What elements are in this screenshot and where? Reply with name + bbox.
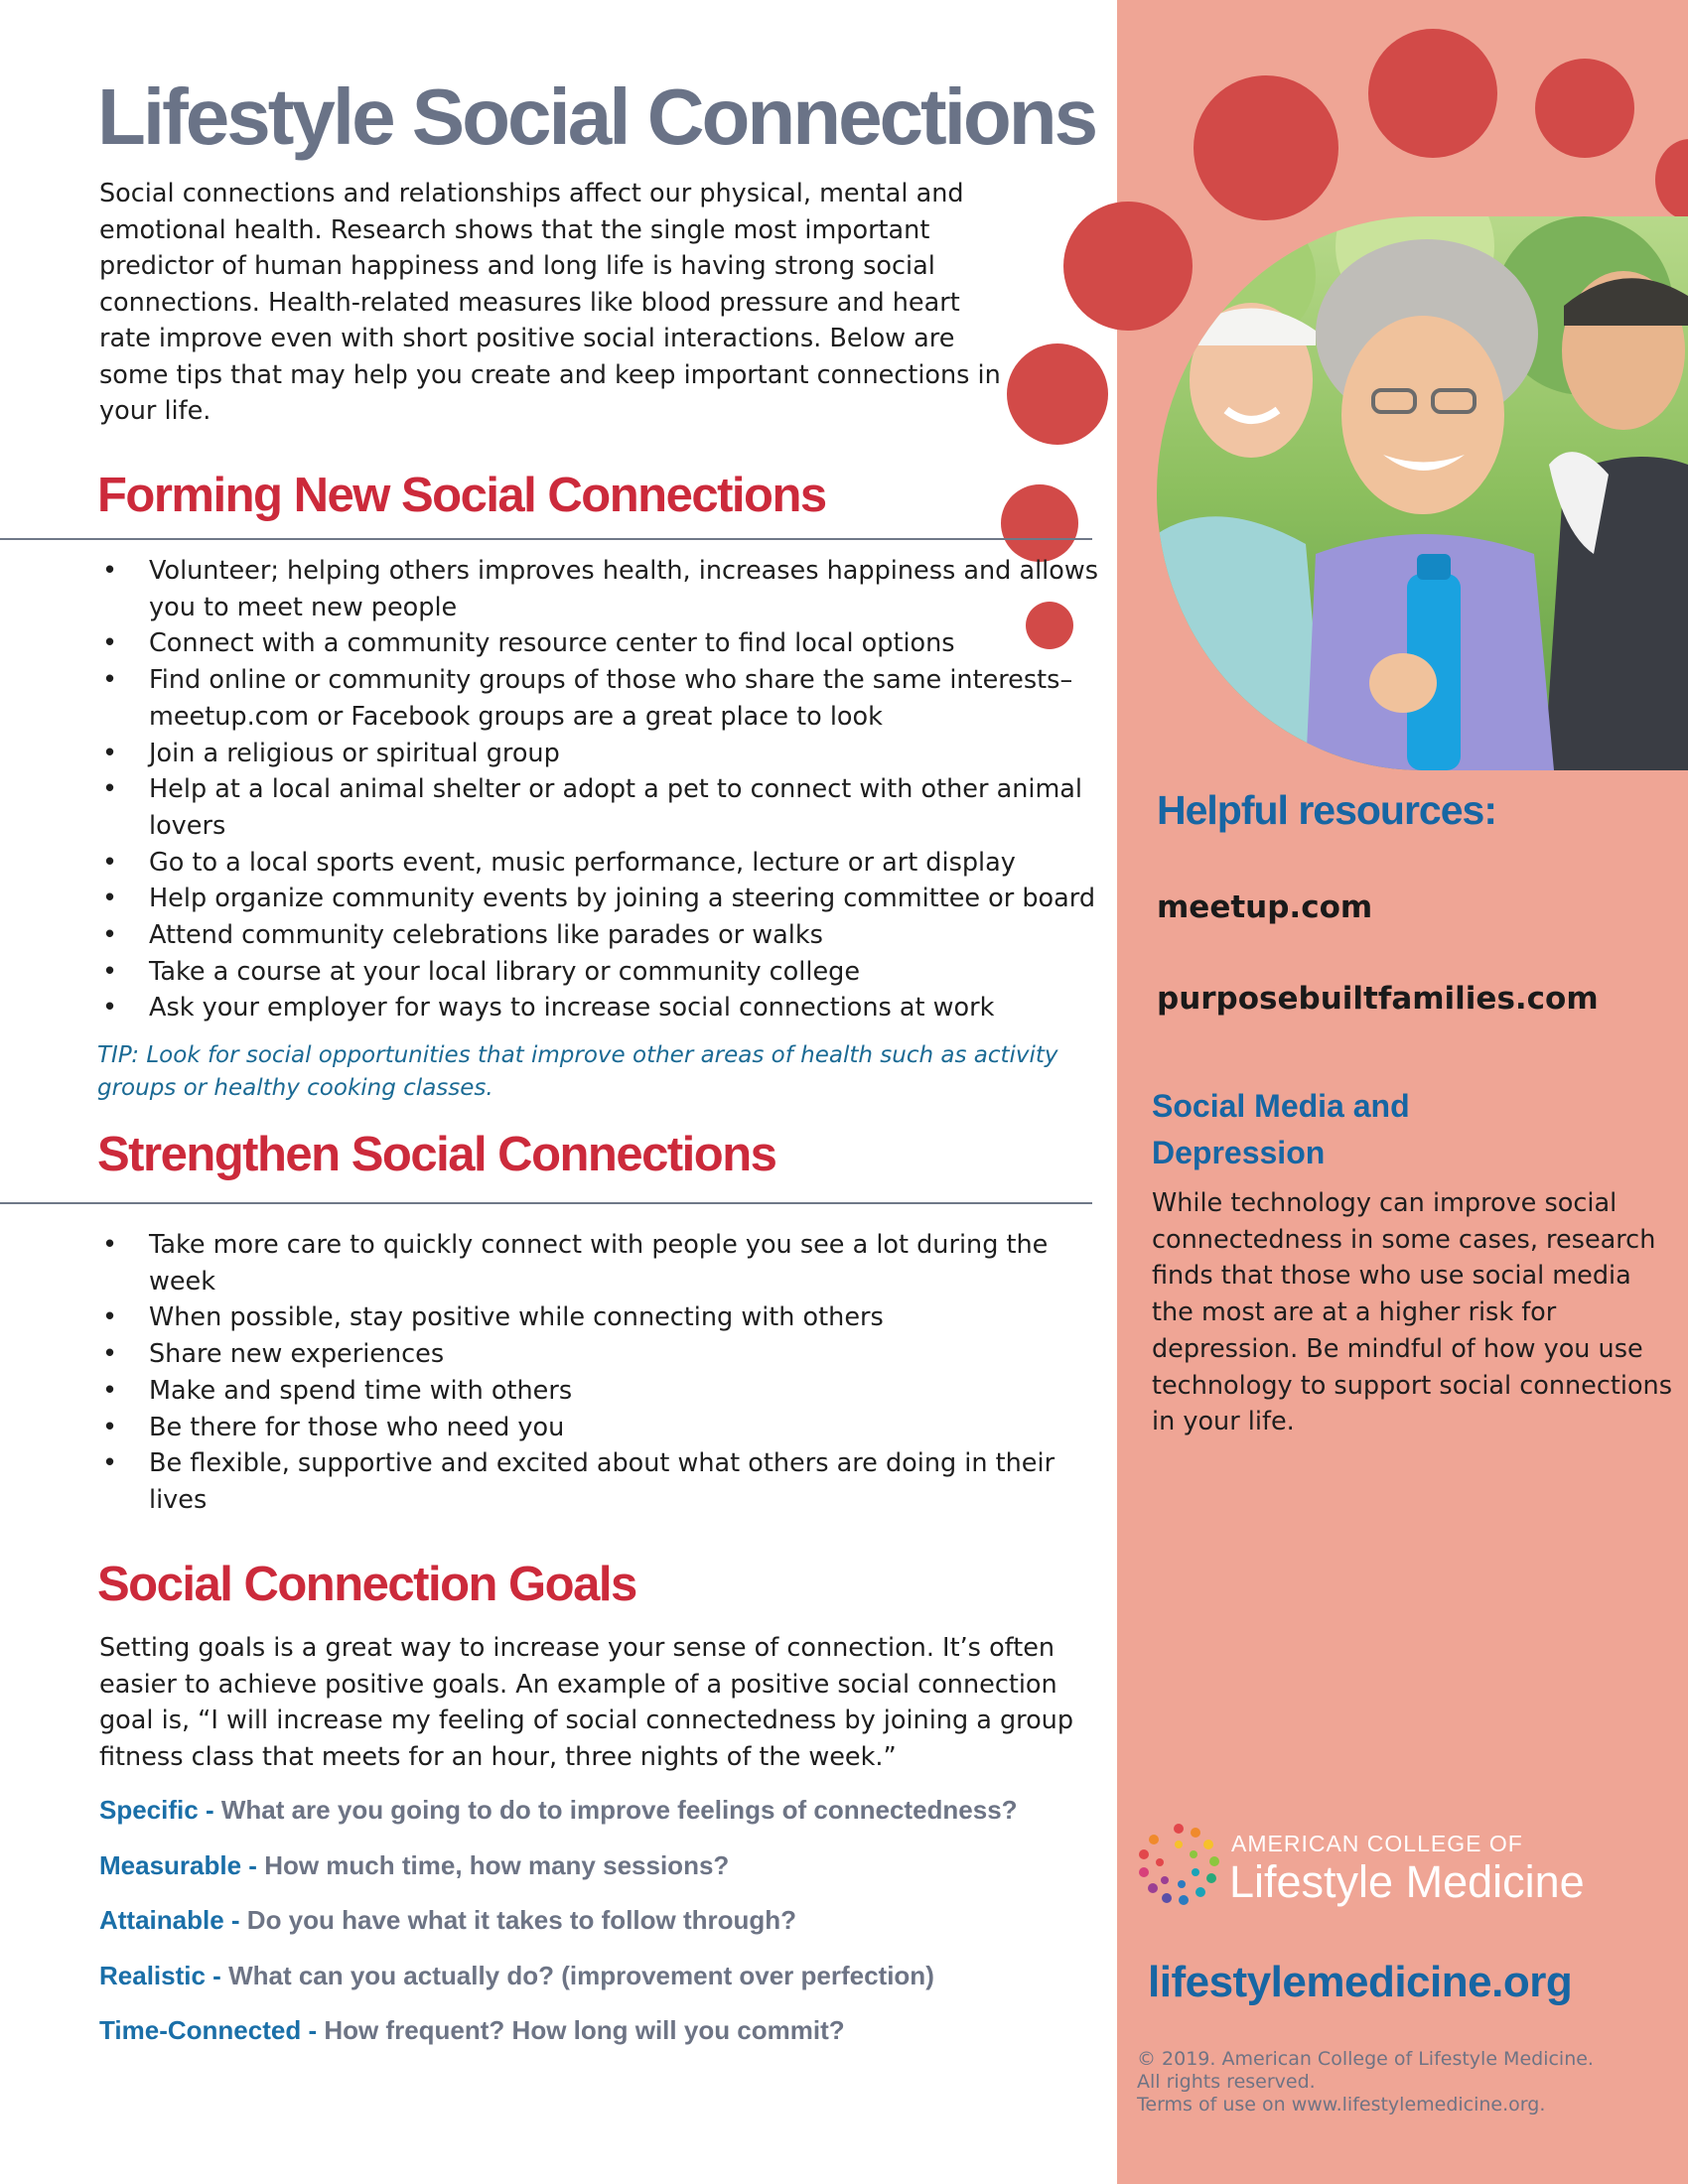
- copyright-line: All rights reserved.: [1137, 2071, 1316, 2093]
- decorative-dot: [1007, 343, 1108, 445]
- list-item: • Find online or community groups of those who share the same interests– meetup.com or Facebook groups are a great place to look: [99, 662, 1102, 735]
- intro-paragraph: Social connections and relationships affect our physical, mental and emotional health. Research shows that the single most important predictor of human happiness and long life is having strong social connections. Health-related measures like blood pressure and heart rate improve even with short positive social interactions. Below are some tips that may help you create and keep important connections in your life.: [99, 179, 1001, 426]
- list-item: • Join a religious or spiritual group: [99, 736, 1102, 772]
- goals-heading: Social Connection Goals: [97, 1558, 636, 1611]
- list-item: • Make and spend time with others: [99, 1373, 1102, 1410]
- smart-separator: -: [198, 1795, 221, 1825]
- logo-text-line2: Lifestyle Medicine: [1229, 1856, 1585, 1907]
- smart-separator: -: [205, 1960, 229, 1990]
- copyright-line: Terms of use on www.lifestylemedicine.org.: [1137, 2094, 1546, 2116]
- copyright-block: [1137, 2048, 1683, 2116]
- smart-item-realistic: [99, 1961, 1018, 2016]
- smart-goals-list: [99, 1795, 1018, 2071]
- list-item: • When possible, stay positive while connecting with others: [99, 1299, 1102, 1336]
- smart-desc: How much time, how many sessions?: [264, 1849, 730, 1880]
- aclm-logo: [1134, 1817, 1630, 1916]
- section-divider: [0, 538, 1092, 540]
- decorative-dot: [1535, 59, 1634, 158]
- strengthen-heading: Strengthen Social Connections: [97, 1128, 776, 1181]
- copyright-line: © 2019. American College of Lifestyle Medicine.: [1137, 2048, 1594, 2070]
- smart-separator: -: [301, 2015, 325, 2045]
- smart-term: Time-Connected: [99, 2015, 302, 2045]
- logo-dots-icon: [1134, 1821, 1223, 1910]
- list-item: • Attend community celebrations like parades or walks: [99, 917, 1102, 954]
- list-item: • Go to a local sports event, music performance, lecture or art display: [99, 845, 1102, 882]
- seniors-photo: [1157, 216, 1688, 770]
- smart-item-attainable: [99, 1905, 1018, 1961]
- list-item: • Share new experiences: [99, 1336, 1102, 1373]
- website-link[interactable]: lifestylemedicine.org: [1148, 1958, 1573, 2006]
- decorative-dot: [1001, 484, 1078, 562]
- smart-term: Specific: [99, 1795, 199, 1825]
- smart-desc: Do you have what it takes to follow through?: [246, 1905, 797, 1935]
- list-item: • Help at a local animal shelter or adopt a pet to connect with other animal lovers: [99, 771, 1102, 844]
- list-item: • Volunteer; helping others improves health, increases happiness and allows you to meet new people: [99, 553, 1102, 625]
- resource-link-meetup[interactable]: meetup.com: [1157, 889, 1373, 925]
- section-divider: [0, 1202, 1092, 1204]
- smart-term: Measurable: [99, 1849, 242, 1880]
- seniors-illustration: [1157, 216, 1688, 770]
- page-title: Lifestyle Social Connections: [97, 72, 1096, 161]
- list-item: • Be flexible, supportive and excited about what others are doing in their lives: [99, 1445, 1102, 1518]
- list-item: • Take a course at your local library or community college: [99, 954, 1102, 991]
- smart-item-time-connected: [99, 2015, 1018, 2071]
- list-item: • Ask your employer for ways to increase social connections at work: [99, 990, 1102, 1026]
- smart-separator: -: [223, 1905, 247, 1935]
- smart-term: Realistic: [99, 1960, 206, 1990]
- smart-item-specific: [99, 1795, 1018, 1850]
- smart-term: Attainable: [99, 1905, 224, 1935]
- smart-item-measurable: [99, 1850, 1018, 1906]
- list-item: • Take more care to quickly connect with people you see a lot during the week: [99, 1227, 1102, 1299]
- decorative-dot: [1368, 29, 1497, 158]
- resource-link-purposebuiltfamilies[interactable]: purposebuiltfamilies.com: [1157, 981, 1599, 1017]
- social-media-heading: Social Media and Depression: [1152, 1088, 1410, 1170]
- strengthen-list: [99, 1227, 1102, 1519]
- list-item: • Be there for those who need you: [99, 1410, 1102, 1446]
- forming-heading: Forming New Social Connections: [97, 469, 826, 522]
- smart-desc: What can you actually do? (improvement over perfection): [228, 1960, 934, 1990]
- logo-text-line1: AMERICAN COLLEGE OF: [1231, 1831, 1523, 1856]
- smart-desc: What are you going to do to improve feelings of connectedness?: [220, 1795, 1018, 1825]
- goals-intro: Setting goals is a great way to increase your sense of connection. It’s often easier to achieve positive goals. An example of a positive social connection goal is, “I will increase my feeling of social connectedness by joining a group fitness class that meets for an hour, three nights of the week.”: [99, 1633, 1074, 1772]
- social-media-text: While technology can improve social connectedness in some cases, research finds that those who use social media the most are at a higher risk for depression. Be mindful of how you use technology to support social connections in your life.: [1152, 1188, 1673, 1437]
- smart-desc: How frequent? How long will you commit?: [324, 2015, 845, 2045]
- smart-separator: -: [241, 1849, 265, 1880]
- decorative-dot: [1063, 202, 1193, 331]
- list-item: • Help organize community events by joining a steering committee or board: [99, 881, 1102, 917]
- tip-text: TIP: Look for social opportunities that improve other areas of health such as activity groups or healthy cooking classes.: [97, 1042, 1058, 1101]
- list-item: • Connect with a community resource center to find local options: [99, 625, 1102, 662]
- resources-heading: Helpful resources:: [1157, 787, 1496, 833]
- forming-list: [99, 553, 1102, 1026]
- decorative-dot: [1194, 75, 1338, 220]
